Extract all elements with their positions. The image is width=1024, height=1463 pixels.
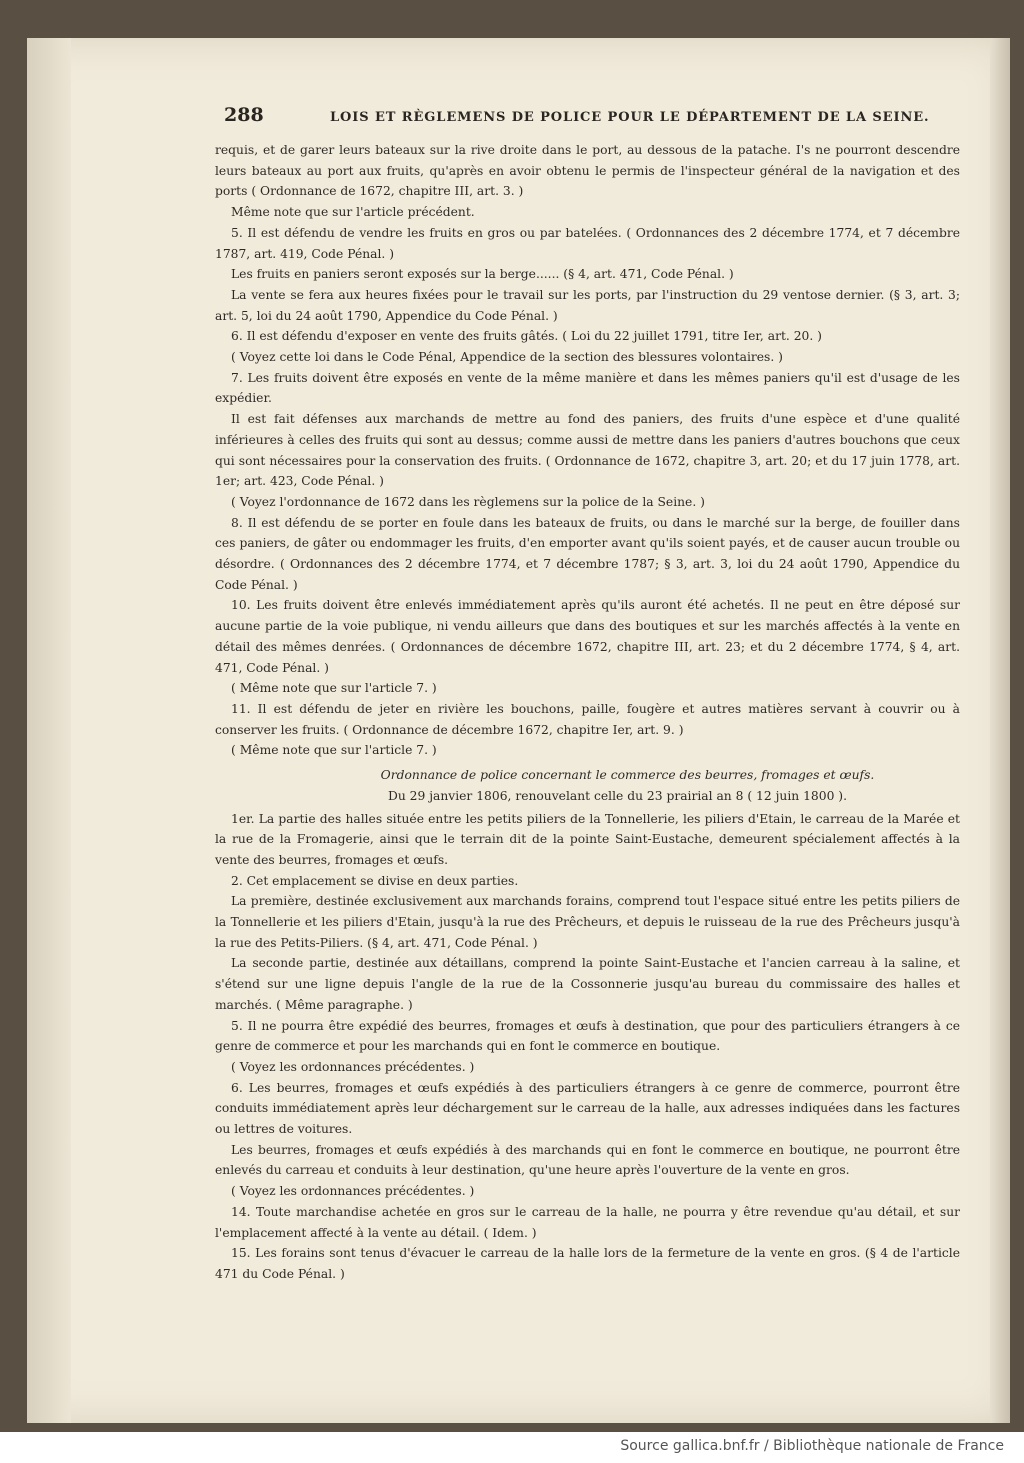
paragraph: 8. Il est défendu de se porter en foule dans les bateaux de fruits, ou dans le marché sur la berge, de fouiller dans ces paniers, de gâter ou endommager les fruits, d'en emporter avant qu'ils soient payés, et de causer aucun trouble ou désordre. ( Ordonnances des 2 décembre 1774, et 7 décembre 1787; § 3, art. 3, loi du 24 août 1790, Appendice du Code Pénal. ) xyxy=(215,515,960,592)
source-credit: Source gallica.bnf.fr / Bibliothèque nationale de France xyxy=(620,1438,1004,1454)
paragraph: 6. Il est défendu d'exposer en vente des fruits gâtés. ( Loi du 22 juillet 1791, titre Ier, art. 20. ) xyxy=(231,329,822,344)
paragraph: 2. Cet emplacement se divise en deux parties. xyxy=(231,873,519,888)
paragraph: 5. Il ne pourra être expédié des beurres, fromages et œufs à destination, que pour des particuliers étrangers à ce genre de commerce et pour les marchands qui en font le commerce en boutique. xyxy=(215,1018,960,1054)
page-gutter xyxy=(27,38,71,1423)
paragraph: 10. Les fruits doivent être enlevés immédiatement après qu'ils auront été achetés. Il ne peut en être déposé sur aucune partie de la voie publique, ni vendu ailleurs que dans des boutiques et sur les marchés affectés à la vente en détail des mêmes denrées. ( Ordonnances de décembre 1672, chapitre III, art. 23; et du 2 décembre 1774, § 4, art. 471, Code Pénal. ) xyxy=(215,598,960,675)
paragraph: 6. Les beurres, fromages et œufs expédiés à des particuliers étrangers à ce genre de commerce, pourront être conduits immédiatement après leur déchargement sur le carreau de la halle, aux adresses indiquées dans les factures ou lettres de voitures. xyxy=(215,1080,960,1137)
paragraph: 5. Il est défendu de vendre les fruits en gros ou par batelées. ( Ordonnances des 2 décembre 1774, et 7 décembre 1787, art. 419, Code Pénal. ) xyxy=(215,225,960,261)
paragraph: ( Voyez l'ordonnance de 1672 dans les règlemens sur la police de la Seine. ) xyxy=(231,494,705,509)
page-number: 288 xyxy=(224,104,264,126)
paragraph: requis, et de garer leurs bateaux sur la rive droite dans le port, au dessous de la patache. I's ne pourront descendre leurs bateaux au port aux fruits, qu'après en avoir obtenu le permis de l'inspecteur général de la navigation et des ports ( Ordonnance de 1672, chapitre III, art. 3. ) xyxy=(215,143,960,199)
paragraph: Il est fait défenses aux marchands de mettre au fond des paniers, des fruits d'une espèce et d'une qualité inférieures à celles des fruits qui sont au dessus; comme aussi de mettre dans les paniers d'autres bouchons que ceux qui sont nécessaires pour la conservation des fruits. ( Ordonnance de 1672, chapitre 3, art. 20; et du 17 juin 1778, art. 1er; art. 423, Code Pénal. ) xyxy=(215,412,960,489)
paragraph: ( Voyez les ordonnances précédentes. ) xyxy=(231,1059,475,1074)
paragraph: 15. Les forains sont tenus d'évacuer le carreau de la halle lors de la fermeture de la vente en gros. (§ 4 de l'article 471 du Code Pénal. ) xyxy=(215,1246,960,1281)
paragraph: 14. Toute marchandise achetée en gros sur le carreau de la halle, ne pourra y être revendue qu'au détail, et sur l'emplacement affecté à la vente au détail. ( Idem. ) xyxy=(215,1204,960,1240)
paragraph: La seconde partie, destinée aux détaillans, comprend la pointe Saint-Eustache et l'ancien carreau à la saline, et s'étend sur une ligne depuis l'angle de la rue de la Cossonnerie jusqu'au bureau du commissaire des halles et marchés. ( Même paragraphe. ) xyxy=(215,956,960,1012)
running-head: LOIS ET RÈGLEMENS DE POLICE POUR LE DÉPARTEMENT DE LA SEINE. xyxy=(330,110,930,125)
paragraph: Même note que sur l'article précédent. xyxy=(231,205,475,220)
paragraph: Les fruits en paniers seront exposés sur la berge...... (§ 4, art. 471, Code Pénal. ) xyxy=(231,267,734,282)
paragraph: 11. Il est défendu de jeter en rivière les bouchons, paille, fougère et autres matières servant à couvrir ou à conserver les fruits. ( Ordonnance de décembre 1672, chapitre Ier, art. 9. ) xyxy=(215,701,960,737)
section-title: Ordonnance de police concernant le commerce des beurres, fromages et œufs. xyxy=(380,768,875,783)
paragraph: Les beurres, fromages et œufs expédiés à des marchands qui en font le commerce en boutique, ne pourront être enlevés du carreau et conduits à leur destination, qu'une heure après l'ouverture de la vente en gros. xyxy=(215,1142,960,1178)
paragraph: ( Voyez cette loi dans le Code Pénal, Appendice de la section des blessures volontaires. ) xyxy=(231,350,783,365)
paragraph: La première, destinée exclusivement aux marchands forains, comprend tout l'espace situé entre les petits piliers de la Tonnellerie et les piliers d'Etain, jusqu'à la rue des Prêcheurs, et depuis le ruisseau de la rue des Prêcheurs jusqu'à la rue des Petits-Piliers. (§ 4, art. 471, Code Pénal. ) xyxy=(215,894,960,950)
page-edge xyxy=(990,38,1010,1423)
paragraph: ( Voyez les ordonnances précédentes. ) xyxy=(231,1184,475,1199)
paragraph: ( Même note que sur l'article 7. ) xyxy=(231,743,437,758)
body-text xyxy=(215,140,960,1285)
paragraph: 7. Les fruits doivent être exposés en vente de la même manière et dans les mêmes paniers qu'il est d'usage de les expédier. xyxy=(215,370,960,406)
paragraph: ( Même note que sur l'article 7. ) xyxy=(231,681,437,696)
page-header xyxy=(0,104,1024,134)
section-date: Du 29 janvier 1806, renouvelant celle du 23 prairial an 8 ( 12 juin 1800 ). xyxy=(387,788,848,803)
paragraph: 1er. La partie des halles située entre les petits piliers de la Tonnellerie, les piliers d'Etain, le carreau de la Marée et la rue de la Fromagerie, ainsi que le terrain dit de la pointe Saint-Eustache, demeurent spécialement affectés à la vente des beurres, fromages et œufs. xyxy=(215,811,960,867)
paragraph: La vente se fera aux heures fixées pour le travail sur les ports, par l'instruction du 29 ventose dernier. (§ 3, art. 3; art. 5, loi du 24 août 1790, Appendice du Code Pénal. ) xyxy=(215,287,960,323)
